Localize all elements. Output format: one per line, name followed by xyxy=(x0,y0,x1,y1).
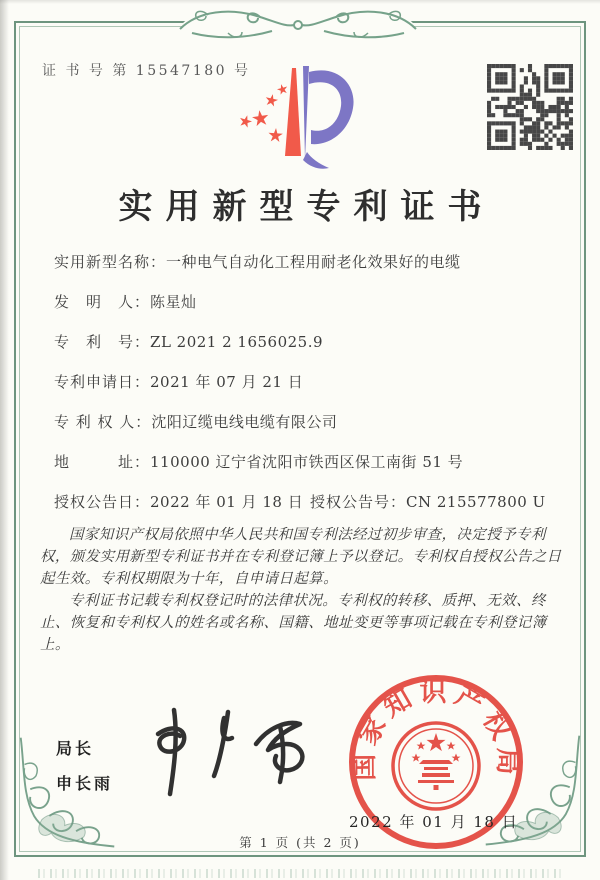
field-patentee xyxy=(54,409,574,435)
cnipa-logo xyxy=(235,56,367,170)
legal-paragraph-1: 国家知识产权局依照中华人民共和国专利法经过初步审查，决定授予专利权，颁发实用新型专利证书并在专利登记簿上予以登记。专利权自授权公告之日起生效。专利权期限为十年，自申请日起算。 xyxy=(40,527,562,587)
field-value: CN 215577800 U xyxy=(406,493,546,511)
legal-paragraph-2: 专利证书记载专利权登记时的法律状况。专利权的转移、质押、无效、终止、恢复和专利权人的姓名或名称、国籍、地址变更等事项记载在专利登记簿上。 xyxy=(40,593,547,653)
certificate-title: 实用新型专利证书 xyxy=(118,187,495,227)
field-value: ZL 2021 2 1656025.9 xyxy=(150,333,324,351)
field-label: 授权公告号： xyxy=(310,493,407,511)
next-page-edge-pattern xyxy=(38,869,562,878)
top-border-ornament xyxy=(168,3,428,49)
cnipa-logo-p-mark xyxy=(235,56,367,170)
field-address xyxy=(54,449,574,475)
director-title: 局长 xyxy=(56,741,95,758)
signoff-block xyxy=(56,736,113,806)
field-label: 发 明 人： xyxy=(54,293,151,311)
field-value: 2022 年 01 月 18 日 xyxy=(150,493,304,511)
field-grant-row xyxy=(54,489,574,515)
field-value: 陈星灿 xyxy=(150,293,197,311)
field-value: 沈阳辽缆电线电缆有限公司 xyxy=(151,413,338,431)
field-label: 专 利 权 人： xyxy=(54,413,152,431)
photo-edge-shadow-left xyxy=(0,0,9,880)
field-label: 专 利 号： xyxy=(54,333,151,351)
legal-text xyxy=(40,524,564,656)
field-label: 地 址： xyxy=(54,453,151,471)
field-label: 授权公告日： xyxy=(54,493,151,511)
national-emblem-icon xyxy=(393,723,479,809)
certificate-number: 证 书 号 第 15547180 号 xyxy=(42,63,251,79)
director-signature xyxy=(128,700,328,800)
field-value: 110000 辽宁省沈阳市铁西区保工南街 51 号 xyxy=(150,453,464,471)
page-number: 第 1 页 (共 2 页) xyxy=(239,835,361,850)
field-patent-number xyxy=(54,329,574,355)
field-label: 专利申请日： xyxy=(54,373,151,391)
field-value: 2021 年 07 月 21 日 xyxy=(150,373,304,391)
qr-code xyxy=(487,64,573,150)
field-grant-date xyxy=(54,489,310,515)
photo-edge-shadow-top xyxy=(0,0,600,4)
field-value: 一种电气自动化工程用耐老化效果好的电缆 xyxy=(166,253,461,271)
field-filing-date xyxy=(54,369,574,395)
director-name: 申长雨 xyxy=(56,776,114,793)
field-grant-number xyxy=(310,493,546,511)
field-utility-model-name xyxy=(54,249,574,275)
field-inventor xyxy=(54,289,574,315)
seal-date: 2022 年 01 月 18 日 xyxy=(349,813,519,831)
field-label: 实用新型名称： xyxy=(54,253,167,271)
certificate-fields xyxy=(54,249,574,529)
seal-authority-text: 国家知识产权局 xyxy=(348,676,524,781)
